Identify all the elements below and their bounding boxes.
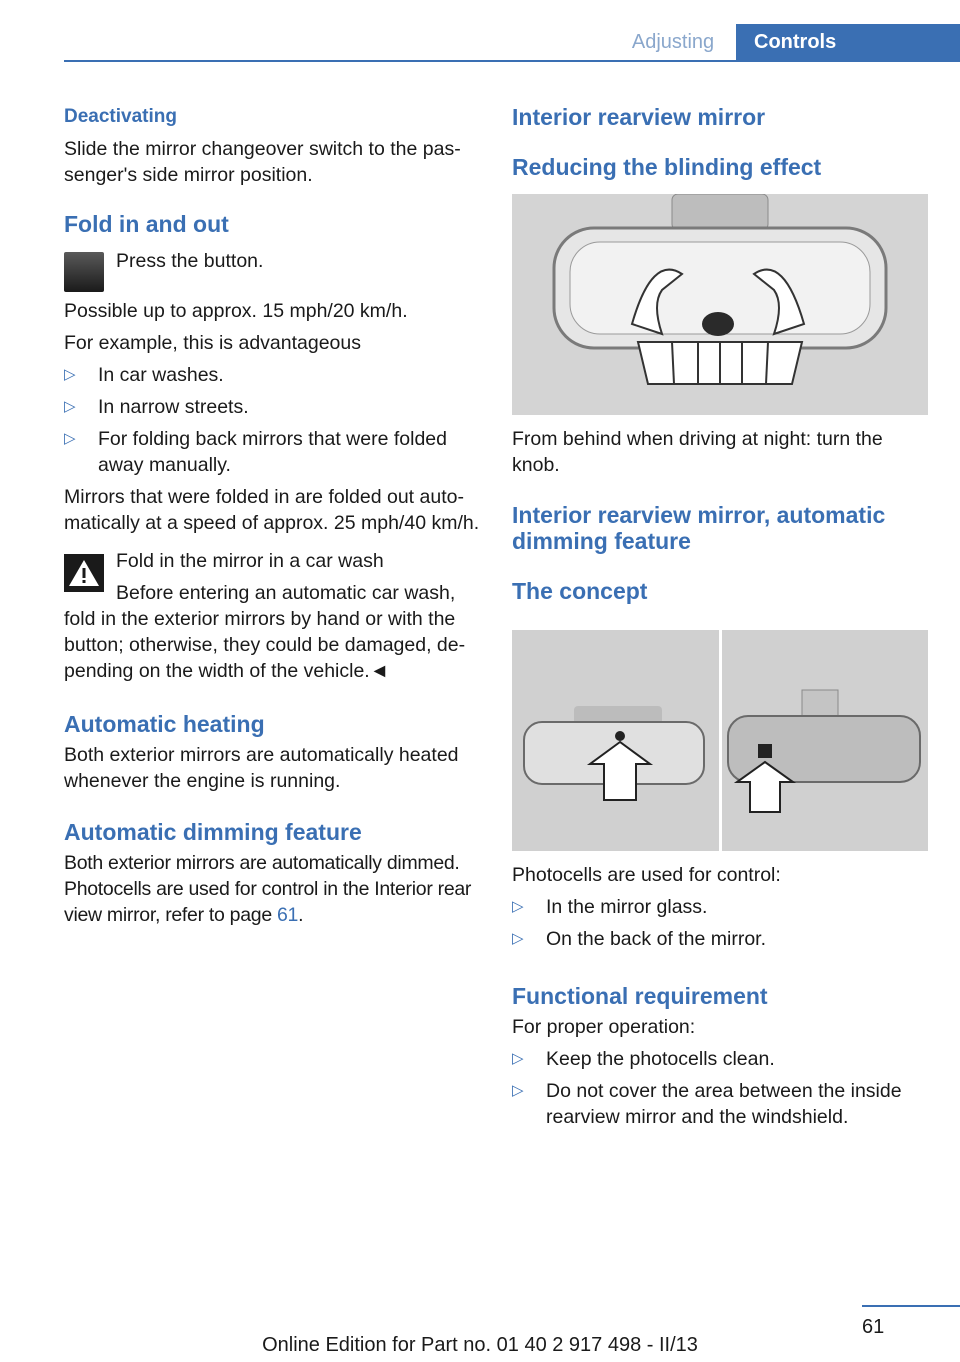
photocell-figure xyxy=(512,630,928,851)
edition-footer: Online Edition for Part no. 01 40 2 917 498 - II/13 xyxy=(262,1334,698,1356)
fold-auto-text: Mirrors that were folded in are folded out automatically at a speed of approx. 25 mph/40 km/h. xyxy=(64,486,480,534)
section-tab-adjusting[interactable]: Adjusting xyxy=(631,31,715,53)
mirror-heading: Interior rearview mirror xyxy=(512,104,766,130)
warning-icon xyxy=(64,554,104,592)
functional-requirement-heading: Functional requirement xyxy=(512,983,768,1009)
warning-body: fold in the exterior mirrors by hand or with the button; otherwise, they could be damaged, depending on the width of the vehicle.◄ xyxy=(64,608,466,682)
triangle-bullet-icon: ▷ xyxy=(512,1050,524,1067)
heating-heading: Automatic heating xyxy=(64,711,265,737)
dimming-heading: Automatic dimming feature xyxy=(64,819,362,845)
dimming-text: Both exterior mirrors are automatically dimmed. Photocells are used for control in the Interior rear view mirror, refer to page 61. xyxy=(64,852,472,926)
triangle-bullet-icon: ▷ xyxy=(512,930,524,947)
mirror-knob-illustration xyxy=(512,194,928,415)
triangle-bullet-icon: ▷ xyxy=(512,1082,524,1099)
right-column xyxy=(512,104,928,180)
list-item: ▷ Keep the photocells clean. xyxy=(512,1048,775,1070)
list-item: ▷ Do not cover the area between the inside rearview mirror and the windshield. xyxy=(512,1080,902,1128)
fold-speed-text: Possible up to approx. 15 mph/20 km/h. xyxy=(64,300,408,322)
blinding-heading: Reducing the blinding effect xyxy=(512,154,822,180)
blinding-text: From behind when driving at night: turn the knob. xyxy=(512,428,883,476)
photocell-illustration xyxy=(512,630,928,851)
deactivating-heading: Deactivating xyxy=(64,106,177,127)
header-rule xyxy=(64,60,960,62)
footer-rule xyxy=(862,1305,960,1307)
photocells-text: Photocells are used for control: xyxy=(512,864,781,886)
right-column-3 xyxy=(512,862,928,1130)
fold-heading: Fold in and out xyxy=(64,211,229,237)
page-number: 61 xyxy=(862,1316,885,1338)
deactivating-text: Slide the mirror changeover switch to the passenger's side mirror position. xyxy=(64,138,461,186)
heating-text: Both exterior mirrors are automatically heated whenever the engine is running. xyxy=(64,744,459,792)
list-item: ▷ In car washes. xyxy=(64,364,224,386)
warning-lead: Before entering an automatic car wash, xyxy=(116,582,456,604)
right-column-2 xyxy=(512,426,928,604)
func-text: For proper operation: xyxy=(512,1016,696,1038)
left-column xyxy=(64,104,480,928)
triangle-bullet-icon: ▷ xyxy=(512,898,524,915)
fold-example-text: For example, this is advantageous xyxy=(64,332,361,354)
triangle-bullet-icon: ▷ xyxy=(64,366,76,383)
mirror-fold-button-icon xyxy=(64,252,104,292)
fold-list xyxy=(64,362,480,478)
list-item: ▷ In the mirror glass. xyxy=(512,896,708,918)
section-tab-controls[interactable]: Controls xyxy=(736,24,960,60)
list-item: ▷ In narrow streets. xyxy=(64,396,249,418)
concept-heading: The concept xyxy=(512,578,648,604)
list-item: ▷ For folding back mirrors that were folded away manually. xyxy=(64,428,447,476)
photocell-list xyxy=(512,894,928,952)
fold-press-text: Press the button. xyxy=(116,250,264,272)
auto-dimming-heading: Interior rearview mirror, automatic dimming feature xyxy=(512,502,886,554)
warning-title: Fold in the mirror in a car wash xyxy=(116,550,384,572)
triangle-bullet-icon: ▷ xyxy=(64,430,76,447)
mirror-knob-figure xyxy=(512,194,928,415)
func-list xyxy=(512,1046,928,1130)
list-item: ▷ On the back of the mirror. xyxy=(512,928,767,950)
triangle-bullet-icon: ▷ xyxy=(64,398,76,415)
page-reference-link[interactable]: 61 xyxy=(277,904,299,926)
